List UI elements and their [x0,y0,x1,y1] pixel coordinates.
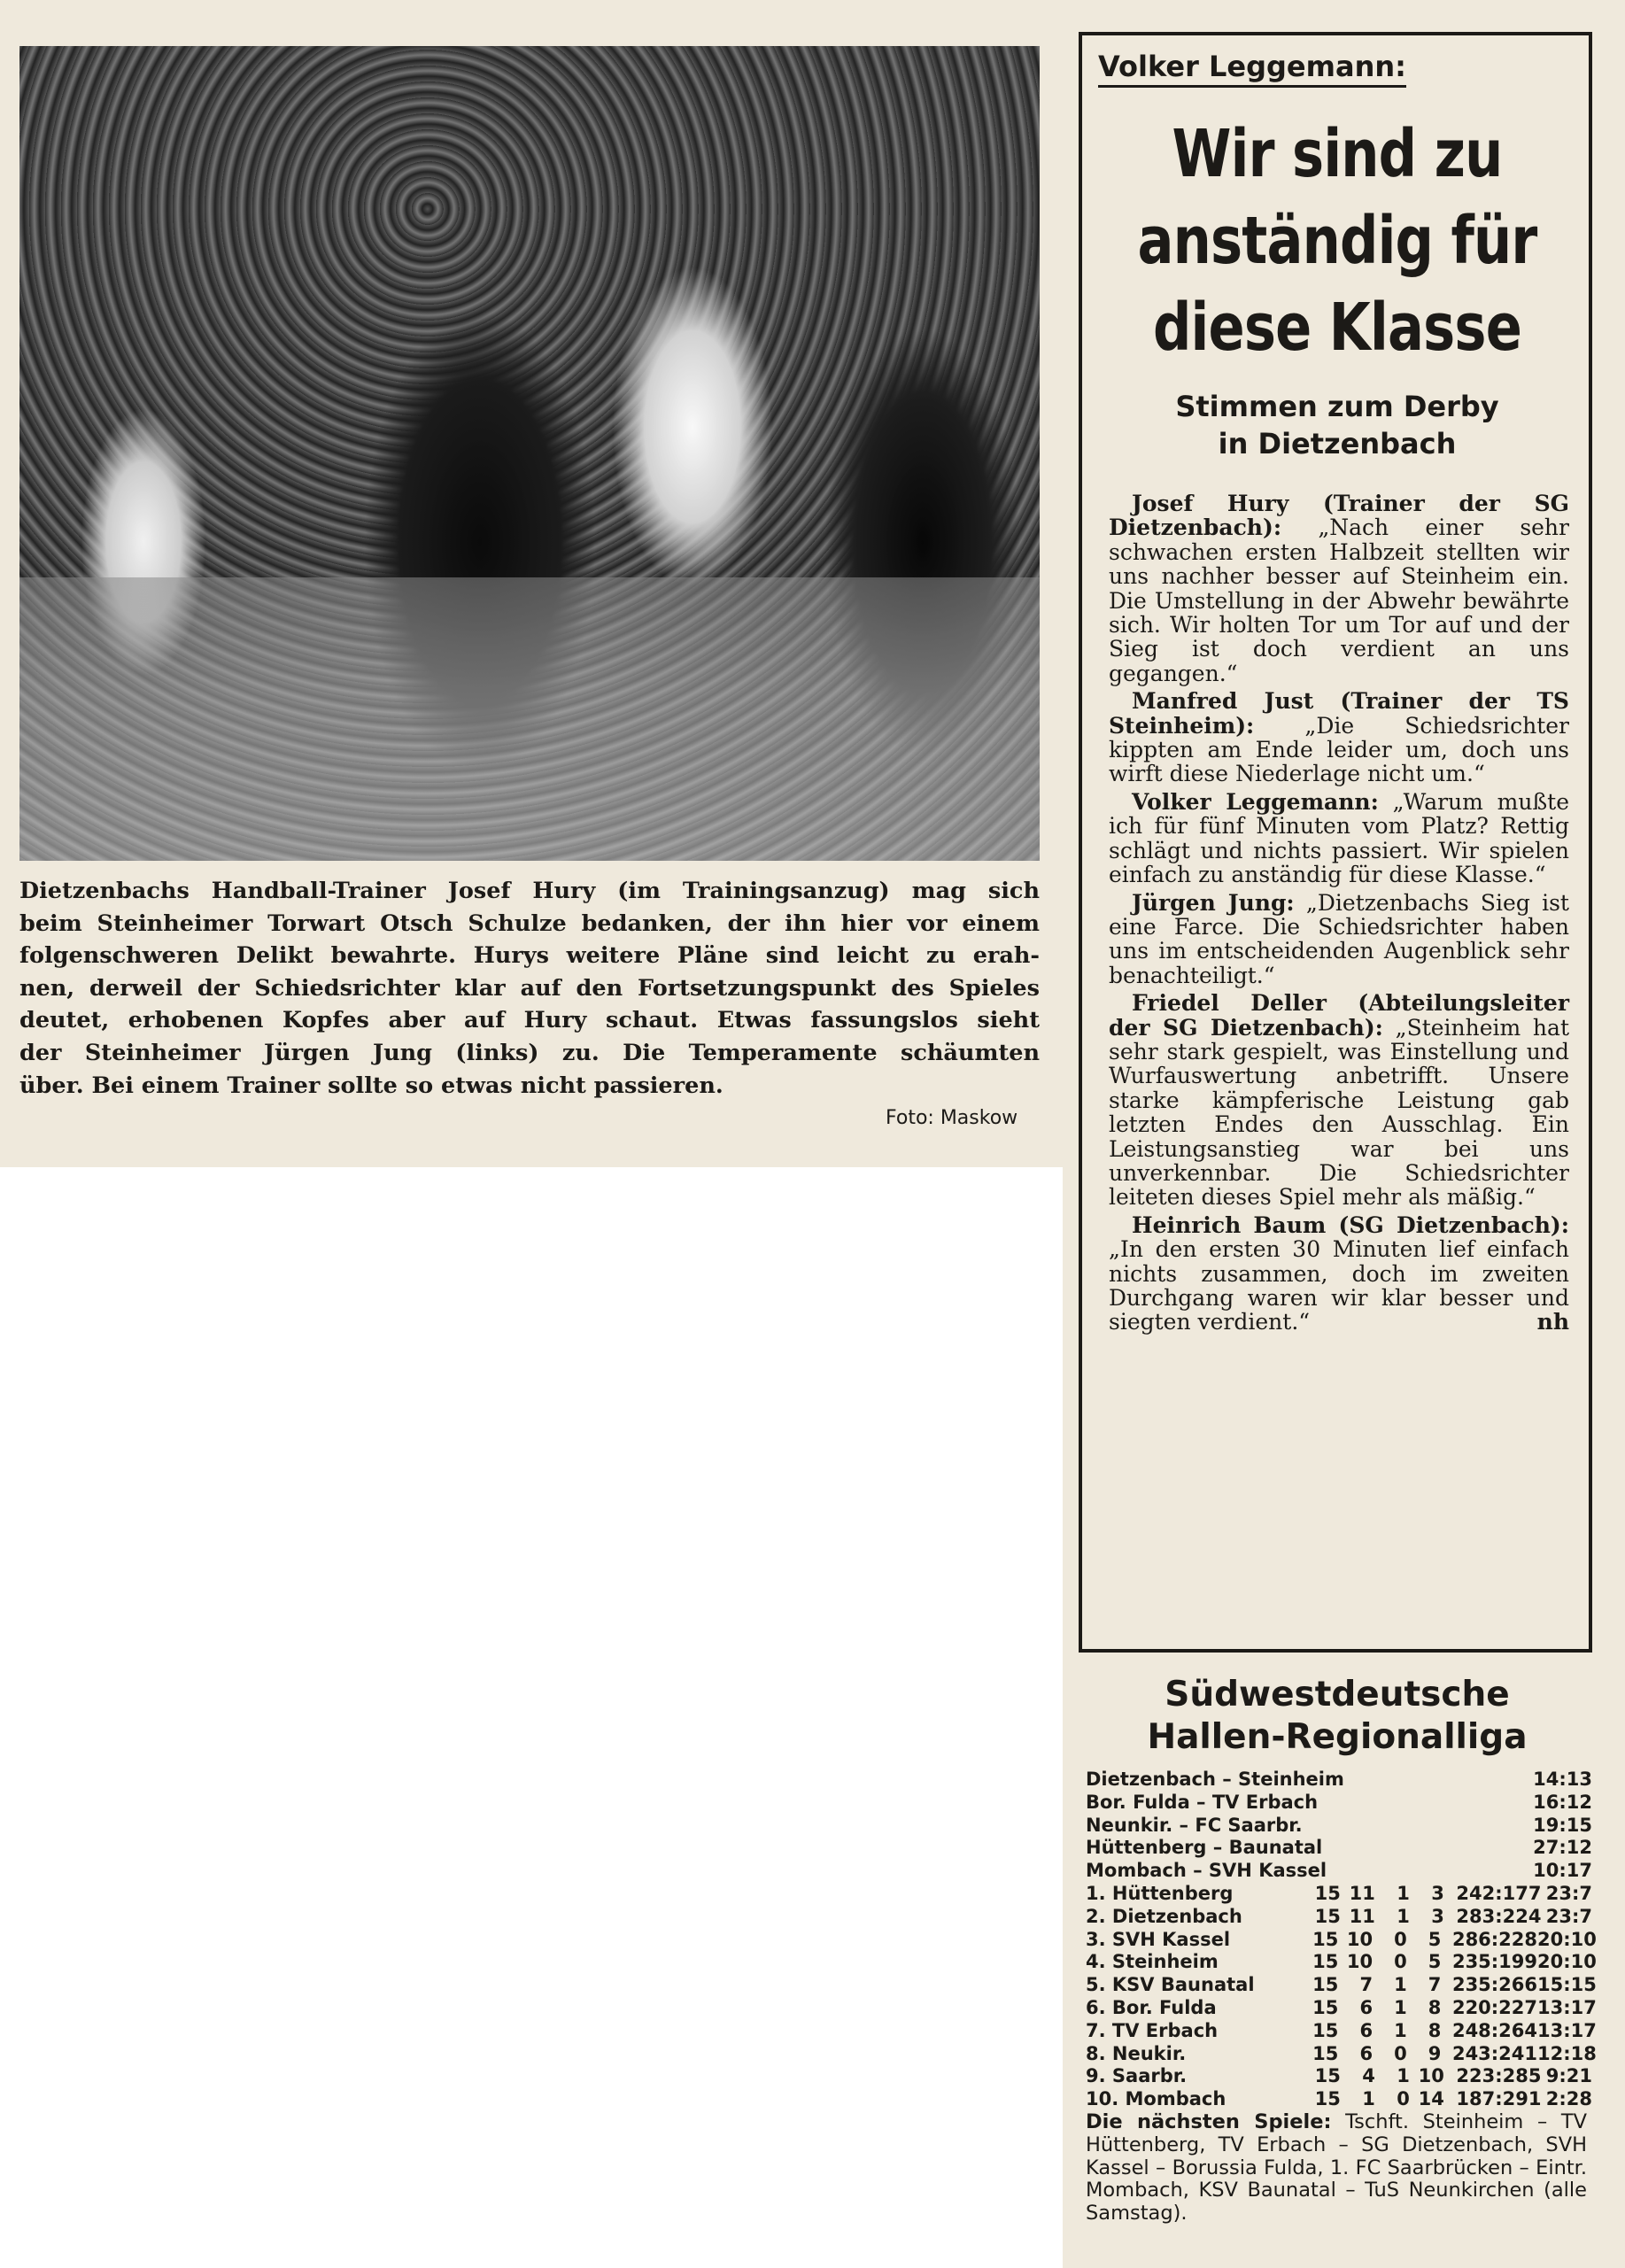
quote-paragraph [1109,1213,1569,1335]
standings-lost: 3 [1431,1905,1444,1927]
league-results [1086,1769,1592,1883]
standings-points: 13:17 [1537,1996,1597,2018]
standings-points: 20:10 [1537,1951,1597,1973]
standings-row [1086,2042,1597,2066]
standings-draw: 0 [1394,1951,1407,1973]
standings-goals: 283:224 [1456,1905,1542,1927]
standings-games: 15 [1314,1905,1341,1927]
subhead-line: Stimmen zum Derby [1175,390,1499,423]
article-quotes [1109,492,1569,1338]
standings-row [1086,2019,1597,2043]
quote-speaker: Josef Hury (Trainer der SG Dietzenbach): [1109,491,1569,541]
quote-text: „Warum mußte ich für fünf Minuten vom Platz? Rettig schlägt und nichts passiert. Wir spielen einfach zu anständig für diese Klasse.“ [1109,788,1569,888]
result-match: Hüttenberg – Baunatal [1086,1837,1323,1859]
standings-lost: 9 [1428,2042,1442,2064]
photo-caption [19,875,1040,1102]
headline-line: Wir sind zu [1172,116,1503,192]
standings-points: 15:15 [1537,1974,1597,1996]
result-row [1086,1837,1592,1860]
quote-speaker: Manfred Just (Trainer der TS Steinheim): [1109,688,1569,739]
standings-won: 10 [1346,1928,1374,1950]
league-title [1082,1674,1592,1759]
caption-line: der Steinheimer Jürgen Jung (links) zu. Die Temperamente schäumten [19,1039,1040,1066]
result-row [1086,1769,1592,1792]
standings-games: 15 [1312,2019,1339,2041]
standings-points: 12:18 [1537,2042,1597,2064]
standings-team: 10. Mombach [1086,2088,1226,2110]
quote-paragraph [1109,991,1569,1210]
standings-lost: 8 [1428,2019,1442,2041]
standings-won: 6 [1359,2042,1374,2064]
standings-lost: 5 [1428,1951,1442,1973]
quote-paragraph [1109,492,1569,685]
result-match: Dietzenbach – Steinheim [1086,1769,1344,1790]
standings-goals: 286:228 [1451,1928,1538,1950]
result-match: Bor. Fulda – TV Erbach [1086,1791,1319,1813]
standings-games: 15 [1312,1974,1339,1996]
standings-row [1086,1883,1592,1906]
standings-row [1086,2088,1592,2111]
standings-lost: 14 [1418,2088,1444,2110]
standings-team: 7. TV Erbach [1086,2019,1219,2041]
standings-points: 2:28 [1545,2088,1593,2110]
standings-team: 5. KSV Baunatal [1086,1974,1255,1996]
standings-draw: 0 [1397,2088,1410,2110]
standings-draw: 0 [1394,1928,1407,1950]
standings-lost: 8 [1428,1996,1442,2018]
standings-games: 15 [1312,1928,1339,1950]
standings-row [1086,1928,1597,1952]
standings-won: 1 [1362,2088,1375,2110]
photo-credit: Foto: Maskow [886,1107,1018,1129]
subhead-line: in Dietzenbach [1218,427,1457,461]
caption-line: Dietzenbachs Handball-Trainer Josef Hury (im Trainingsanzug) mag sich [19,878,1040,904]
result-row [1086,1792,1592,1815]
standings-draw: 0 [1394,2042,1407,2064]
standings-won: 6 [1359,2019,1374,2041]
standings-team: 9. Saarbr. [1086,2065,1188,2087]
standings-won: 6 [1359,1996,1374,2018]
next-games-text: Tschft. Steinheim – TV Hüttenberg, TV Erbach – SG Dietzenbach, SVH Kassel – Borussia Fulda, 1. FC Saarbrücken – Eintr. Mombach, KSV Baunatal – TuS Neunkirchen (alle Samstag). [1086,2110,1587,2225]
quote-text: „Dietzenbachs Sieg ist eine Farce. Die Schiedsrichter haben uns im entscheidenden Augenblick sehr benachteiligt.“ [1109,889,1569,988]
standings-points: 23:7 [1545,1883,1593,1904]
standings-games: 15 [1314,2065,1341,2087]
quote-speaker: Jürgen Jung: [1132,889,1295,916]
standings-games: 15 [1314,1883,1341,1904]
standings-lost: 10 [1418,2065,1444,2087]
standings-lost: 7 [1428,1974,1442,1996]
result-row [1086,1860,1592,1883]
quote-speaker: Heinrich Baum (SG Dietzenbach): [1132,1211,1569,1238]
headline-line: anständig für [1137,203,1537,279]
standings-row [1086,1951,1597,1974]
quote-text: „Die Schiedsrichter kippten am Ende leider um, doch uns wirft diese Niederlage nicht um.“ [1109,712,1569,787]
article-subhead [1089,388,1585,462]
standings-points: 9:21 [1545,2065,1593,2087]
standings-points: 23:7 [1545,1905,1593,1927]
standings-goals: 243:241 [1451,2042,1538,2064]
standings-games: 15 [1312,1951,1339,1973]
standings-draw: 1 [1397,2065,1410,2087]
standings-row [1086,1974,1597,1997]
standings-games: 15 [1312,1996,1339,2018]
article-author: nh [1536,1309,1569,1335]
standings-games: 15 [1312,2042,1339,2064]
standings-row [1086,2065,1592,2088]
standings-team: 1. Hüttenberg [1086,1883,1234,1904]
result-match: Neunkir. – FC Saarbr. [1086,1814,1303,1836]
standings-won: 7 [1359,1974,1374,1996]
result-row [1086,1815,1592,1838]
standings-goals: 223:285 [1456,2065,1542,2087]
article-headline [1134,111,1540,371]
quote-text: „Steinheim hat sehr stark gespielt, was Einstellung und Wurfauswertung anbetrifft. Unsere starke kämpferische Leistung gab letzten Endes den Ausschlag. Ein Leistungsanstieg war bei uns unverkennbar. Die Schiedsrichter leiteten dieses Spiel mehr als mäßig.“ [1109,1014,1569,1211]
headline-line: diese Klasse [1152,290,1522,366]
quote-speaker: Friedel Deller (Abteilungsleiter der SG Dietzenbach): [1109,990,1569,1041]
article-kicker: Volker Leggemann: [1098,50,1406,88]
standings-won: 10 [1346,1951,1374,1973]
standings-won: 11 [1349,1883,1375,1904]
standings-row [1086,1996,1597,2020]
handball-photo [19,46,1040,861]
caption-line: über. Bei einem Trainer sollte so etwas nicht passieren. [19,1072,724,1099]
result-match: Mombach – SVH Kassel [1086,1860,1327,1882]
standings-goals: 242:177 [1456,1883,1542,1904]
next-games [1086,2111,1587,2225]
quote-paragraph [1109,790,1569,887]
standings-team: 4. Steinheim [1086,1951,1219,1973]
quote-paragraph [1109,891,1569,988]
next-games-label: Die nächsten Spiele: [1086,2110,1332,2133]
standings-team: 6. Bor. Fulda [1086,1996,1217,2018]
league-title-line: Südwestdeutsche [1165,1675,1510,1715]
result-score: 19:15 [1533,1814,1592,1836]
standings-goals: 235:199 [1451,1951,1538,1973]
quote-text: „Nach einer sehr schwachen ersten Halbzeit stellten wir uns nachher besser auf Steinheim ein. Die Umstellung in der Abwehr bewährte sich. Wir holten Tor um Tor auf und der Sieg ist doch verdient an uns gegangen.“ [1109,515,1569,686]
caption-line: nen, derweil der Schiedsrichter klar auf den Fortsetzungspunkt des Spieles [19,974,1040,1002]
quote-speaker: Volker Leggemann: [1132,788,1379,815]
caption-line: deutet, erhobenen Kopfes aber auf Hury schaut. Etwas fassungslos sieht [19,1007,1040,1034]
league-title-line: Hallen-Regionalliga [1147,1717,1528,1757]
standings-draw: 1 [1394,1974,1407,1996]
standings-goals: 220:227 [1451,1996,1538,2018]
standings-draw: 1 [1394,2019,1407,2041]
standings-team: 8. Neukir. [1086,2042,1187,2064]
standings-lost: 5 [1428,1928,1442,1950]
result-score: 14:13 [1533,1769,1592,1790]
standings-draw: 1 [1394,1996,1407,2018]
standings-games: 15 [1314,2088,1341,2110]
standings-goals: 248:264 [1451,2019,1538,2041]
standings-goals: 235:266 [1451,1974,1538,1996]
standings-won: 4 [1362,2065,1375,2087]
standings-goals: 187:291 [1456,2088,1542,2110]
standings-row [1086,1906,1592,1929]
standings-draw: 1 [1397,1883,1410,1904]
photo-floor [19,577,1040,861]
caption-line: beim Steinheimer Torwart Otsch Schulze bedanken, der ihn hier vor einem [19,910,1040,937]
standings-lost: 3 [1431,1883,1444,1904]
standings-draw: 1 [1397,1905,1410,1927]
caption-line: folgenschweren Delikt bewahrte. Hurys weitere Pläne sind leicht zu erah- [19,942,1040,970]
standings-points: 20:10 [1537,1928,1597,1950]
standings-team: 2. Dietzenbach [1086,1905,1242,1927]
league-standings [1086,1883,1597,2111]
standings-team: 3. SVH Kassel [1086,1928,1231,1950]
quote-paragraph [1109,689,1569,786]
result-score: 16:12 [1533,1791,1592,1813]
result-score: 10:17 [1533,1860,1592,1882]
result-score: 27:12 [1533,1837,1592,1859]
standings-points: 13:17 [1537,2019,1597,2041]
quote-text: „In den ersten 30 Minuten lief einfach nichts zusammen, doch im zweiten Durchgang waren wir klar besser und siegten verdient.“ [1109,1236,1569,1335]
standings-won: 11 [1349,1905,1375,1927]
